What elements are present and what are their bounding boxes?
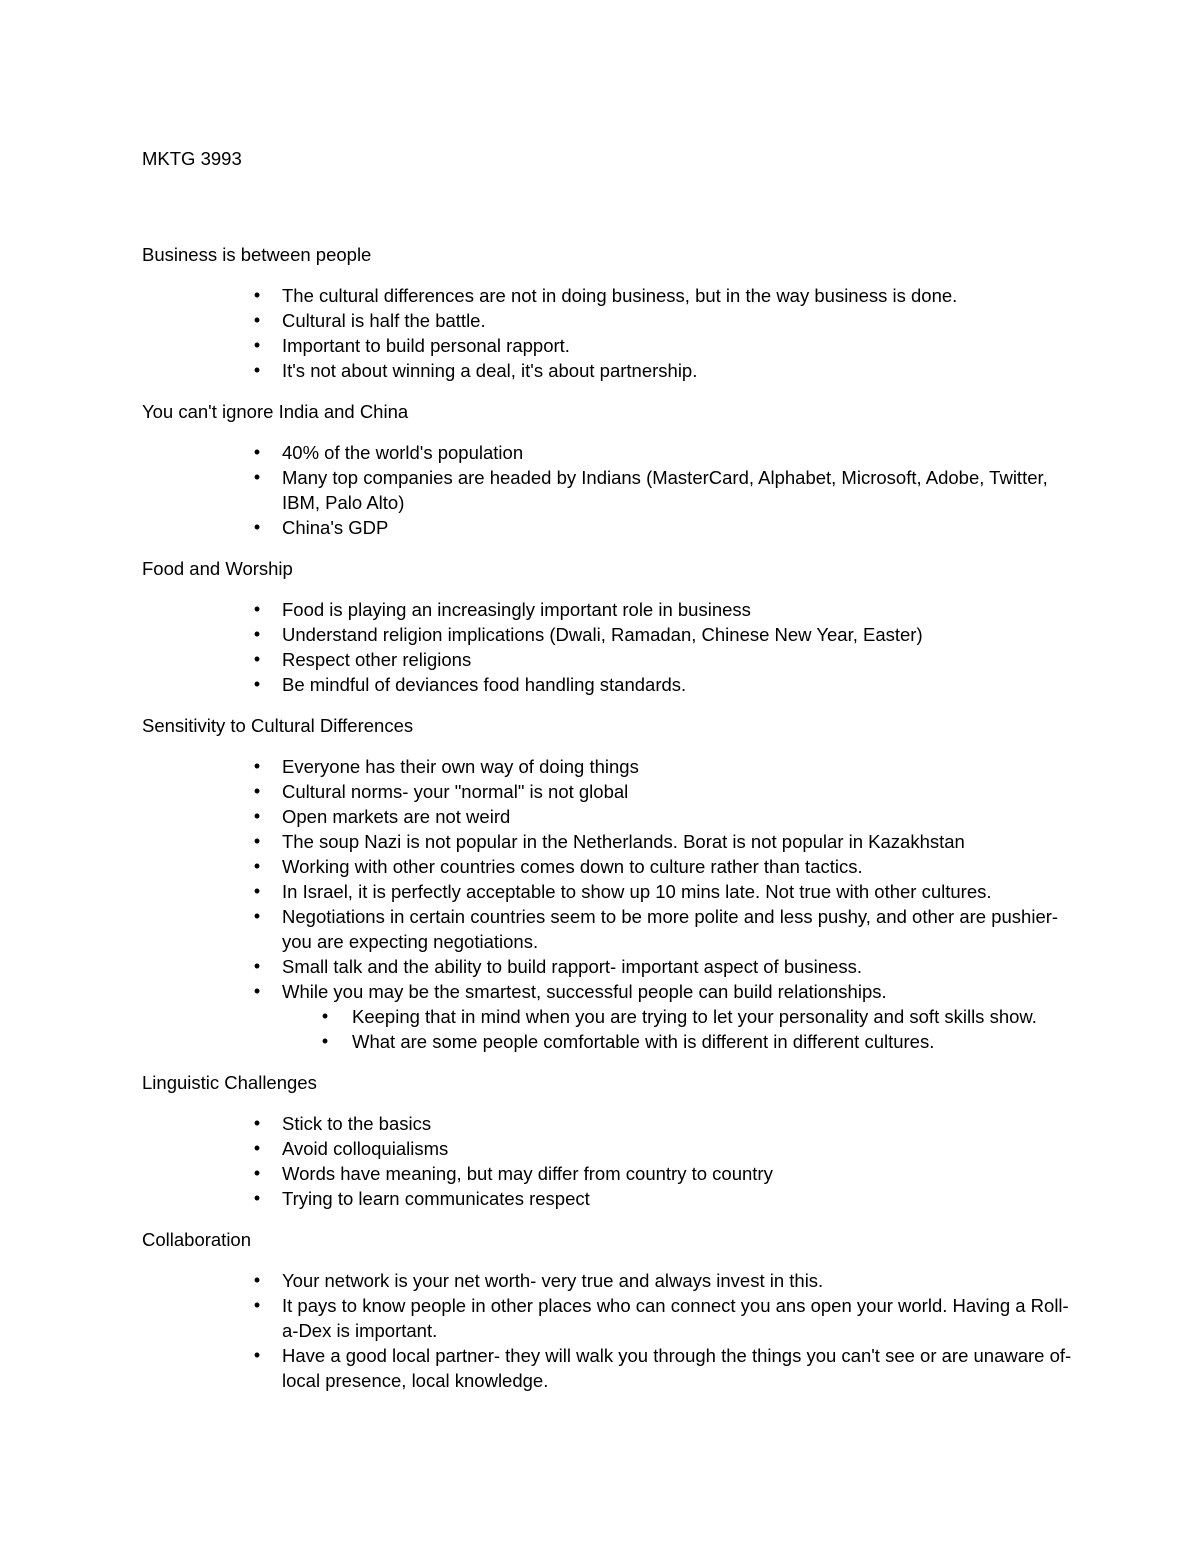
list-item: [142, 754, 1072, 779]
bullet-icon: [252, 672, 262, 697]
list-item: [142, 829, 1072, 854]
bullet-list: [142, 754, 1072, 1054]
list-item: [142, 333, 1072, 358]
list-item-text: Stick to the basics: [282, 1113, 432, 1134]
list-item-text: In Israel, it is perfectly acceptable to show up 10 mins late. Not true with other cultures.: [282, 881, 992, 902]
list-item: [142, 879, 1072, 904]
bullet-icon: [252, 829, 262, 854]
bullet-icon: [252, 1343, 262, 1368]
bullet-icon: [252, 1268, 262, 1293]
list-item-text: Important to build personal rapport.: [282, 335, 570, 356]
section-heading: Linguistic Challenges: [142, 1072, 317, 1093]
list-item: [142, 804, 1072, 829]
section-heading: Food and Worship: [142, 558, 293, 579]
list-item: [142, 1293, 1072, 1343]
sub-list-item-text: What are some people comfortable with is different in different cultures.: [352, 1031, 935, 1052]
sub-bullet-list: [142, 1004, 1072, 1054]
bullet-icon: [252, 358, 262, 383]
bullet-icon: [252, 1293, 262, 1318]
list-item: [142, 1136, 1072, 1161]
list-item: [142, 308, 1072, 333]
list-item: [142, 358, 1072, 383]
list-item: [142, 1161, 1072, 1186]
list-item-text: Respect other religions: [282, 649, 472, 670]
bullet-icon: [252, 879, 262, 904]
bullet-icon: [320, 1029, 330, 1054]
bullet-list: [142, 1111, 1072, 1211]
list-item-text: Cultural is half the battle.: [282, 310, 486, 331]
list-item-text: Many top companies are headed by Indians (MasterCard, Alphabet, Microsoft, Adobe, Twitter, IBM, Palo Alto): [282, 467, 1048, 513]
bullet-icon: [252, 979, 262, 1004]
list-item-text: Negotiations in certain countries seem to be more polite and less pushy, and other are pushier- you are expecting negotiations.: [282, 906, 1059, 952]
list-item: [142, 854, 1072, 879]
section-heading: Collaboration: [142, 1229, 252, 1250]
list-item-text: Open markets are not weird: [282, 806, 511, 827]
list-item-text: While you may be the smartest, successful people can build relationships.: [282, 981, 887, 1002]
list-item-text: Cultural norms- your "normal" is not global: [282, 781, 629, 802]
list-item-text: Be mindful of deviances food handling standards.: [282, 674, 687, 695]
list-item-text: China's GDP: [282, 517, 389, 538]
sub-list-item-text: Keeping that in mind when you are trying to let your personality and soft skills show.: [352, 1006, 1037, 1027]
list-item: [142, 1343, 1072, 1393]
list-item-text: Have a good local partner- they will walk you through the things you can't see or are unaware of- local presence, local knowledge.: [282, 1345, 1072, 1391]
sub-list-item: [142, 1004, 1072, 1029]
document-page: [142, 146, 1072, 1393]
list-item-text: 40% of the world's population: [282, 442, 524, 463]
list-item: [142, 283, 1072, 308]
list-item-text: Words have meaning, but may differ from country to country: [282, 1163, 773, 1184]
bullet-list: [142, 1268, 1072, 1393]
list-item: [142, 647, 1072, 672]
bullet-icon: [252, 440, 262, 465]
document-body: [142, 242, 1072, 1393]
list-item: [142, 622, 1072, 647]
list-item-text: Everyone has their own way of doing things: [282, 756, 639, 777]
bullet-icon: [252, 515, 262, 540]
list-item-text: Working with other countries comes down to culture rather than tactics.: [282, 856, 863, 877]
bullet-icon: [252, 1161, 262, 1186]
list-item: [142, 979, 1072, 1004]
bullet-icon: [252, 779, 262, 804]
document-title: MKTG 3993: [142, 148, 242, 169]
list-item: [142, 1186, 1072, 1211]
bullet-icon: [252, 954, 262, 979]
section-heading: Sensitivity to Cultural Differences: [142, 715, 414, 736]
list-item: [142, 440, 1072, 465]
list-item-text: Your network is your net worth- very true and always invest in this.: [282, 1270, 824, 1291]
bullet-icon: [252, 1136, 262, 1161]
bullet-icon: [252, 754, 262, 779]
list-item-text: Food is playing an increasingly important role in business: [282, 599, 751, 620]
bullet-icon: [252, 465, 262, 490]
bullet-list: [142, 440, 1072, 540]
list-item: [142, 672, 1072, 697]
bullet-icon: [252, 308, 262, 333]
list-item: [142, 1111, 1072, 1136]
bullet-icon: [252, 804, 262, 829]
list-item-text: It's not about winning a deal, it's about partnership.: [282, 360, 698, 381]
list-item-text: The soup Nazi is not popular in the Netherlands. Borat is not popular in Kazakhstan: [282, 831, 965, 852]
bullet-icon: [252, 622, 262, 647]
bullet-icon: [252, 647, 262, 672]
list-item: [142, 515, 1072, 540]
bullet-icon: [252, 1111, 262, 1136]
bullet-icon: [252, 333, 262, 358]
bullet-list: [142, 283, 1072, 383]
list-item-text: It pays to know people in other places who can connect you ans open your world. Having a Roll-a-Dex is important.: [282, 1295, 1069, 1341]
bullet-icon: [252, 597, 262, 622]
list-item-text: Small talk and the ability to build rapport- important aspect of business.: [282, 956, 862, 977]
section-heading: Business is between people: [142, 244, 372, 265]
section-heading: You can't ignore India and China: [142, 401, 409, 422]
list-item: [142, 597, 1072, 622]
bullet-list: [142, 597, 1072, 697]
list-item: [142, 1268, 1072, 1293]
list-item: [142, 465, 1072, 515]
bullet-icon: [252, 1186, 262, 1211]
list-item: [142, 779, 1072, 804]
list-item-text: The cultural differences are not in doing business, but in the way business is done.: [282, 285, 958, 306]
sub-list-item: [142, 1029, 1072, 1054]
list-item-text: Trying to learn communicates respect: [282, 1188, 590, 1209]
list-item-text: Avoid colloquialisms: [282, 1138, 449, 1159]
bullet-icon: [252, 904, 262, 929]
bullet-icon: [320, 1004, 330, 1029]
bullet-icon: [252, 854, 262, 879]
list-item: [142, 954, 1072, 979]
list-item: [142, 904, 1072, 954]
list-item-text: Understand religion implications (Dwali, Ramadan, Chinese New Year, Easter): [282, 624, 923, 645]
bullet-icon: [252, 283, 262, 308]
